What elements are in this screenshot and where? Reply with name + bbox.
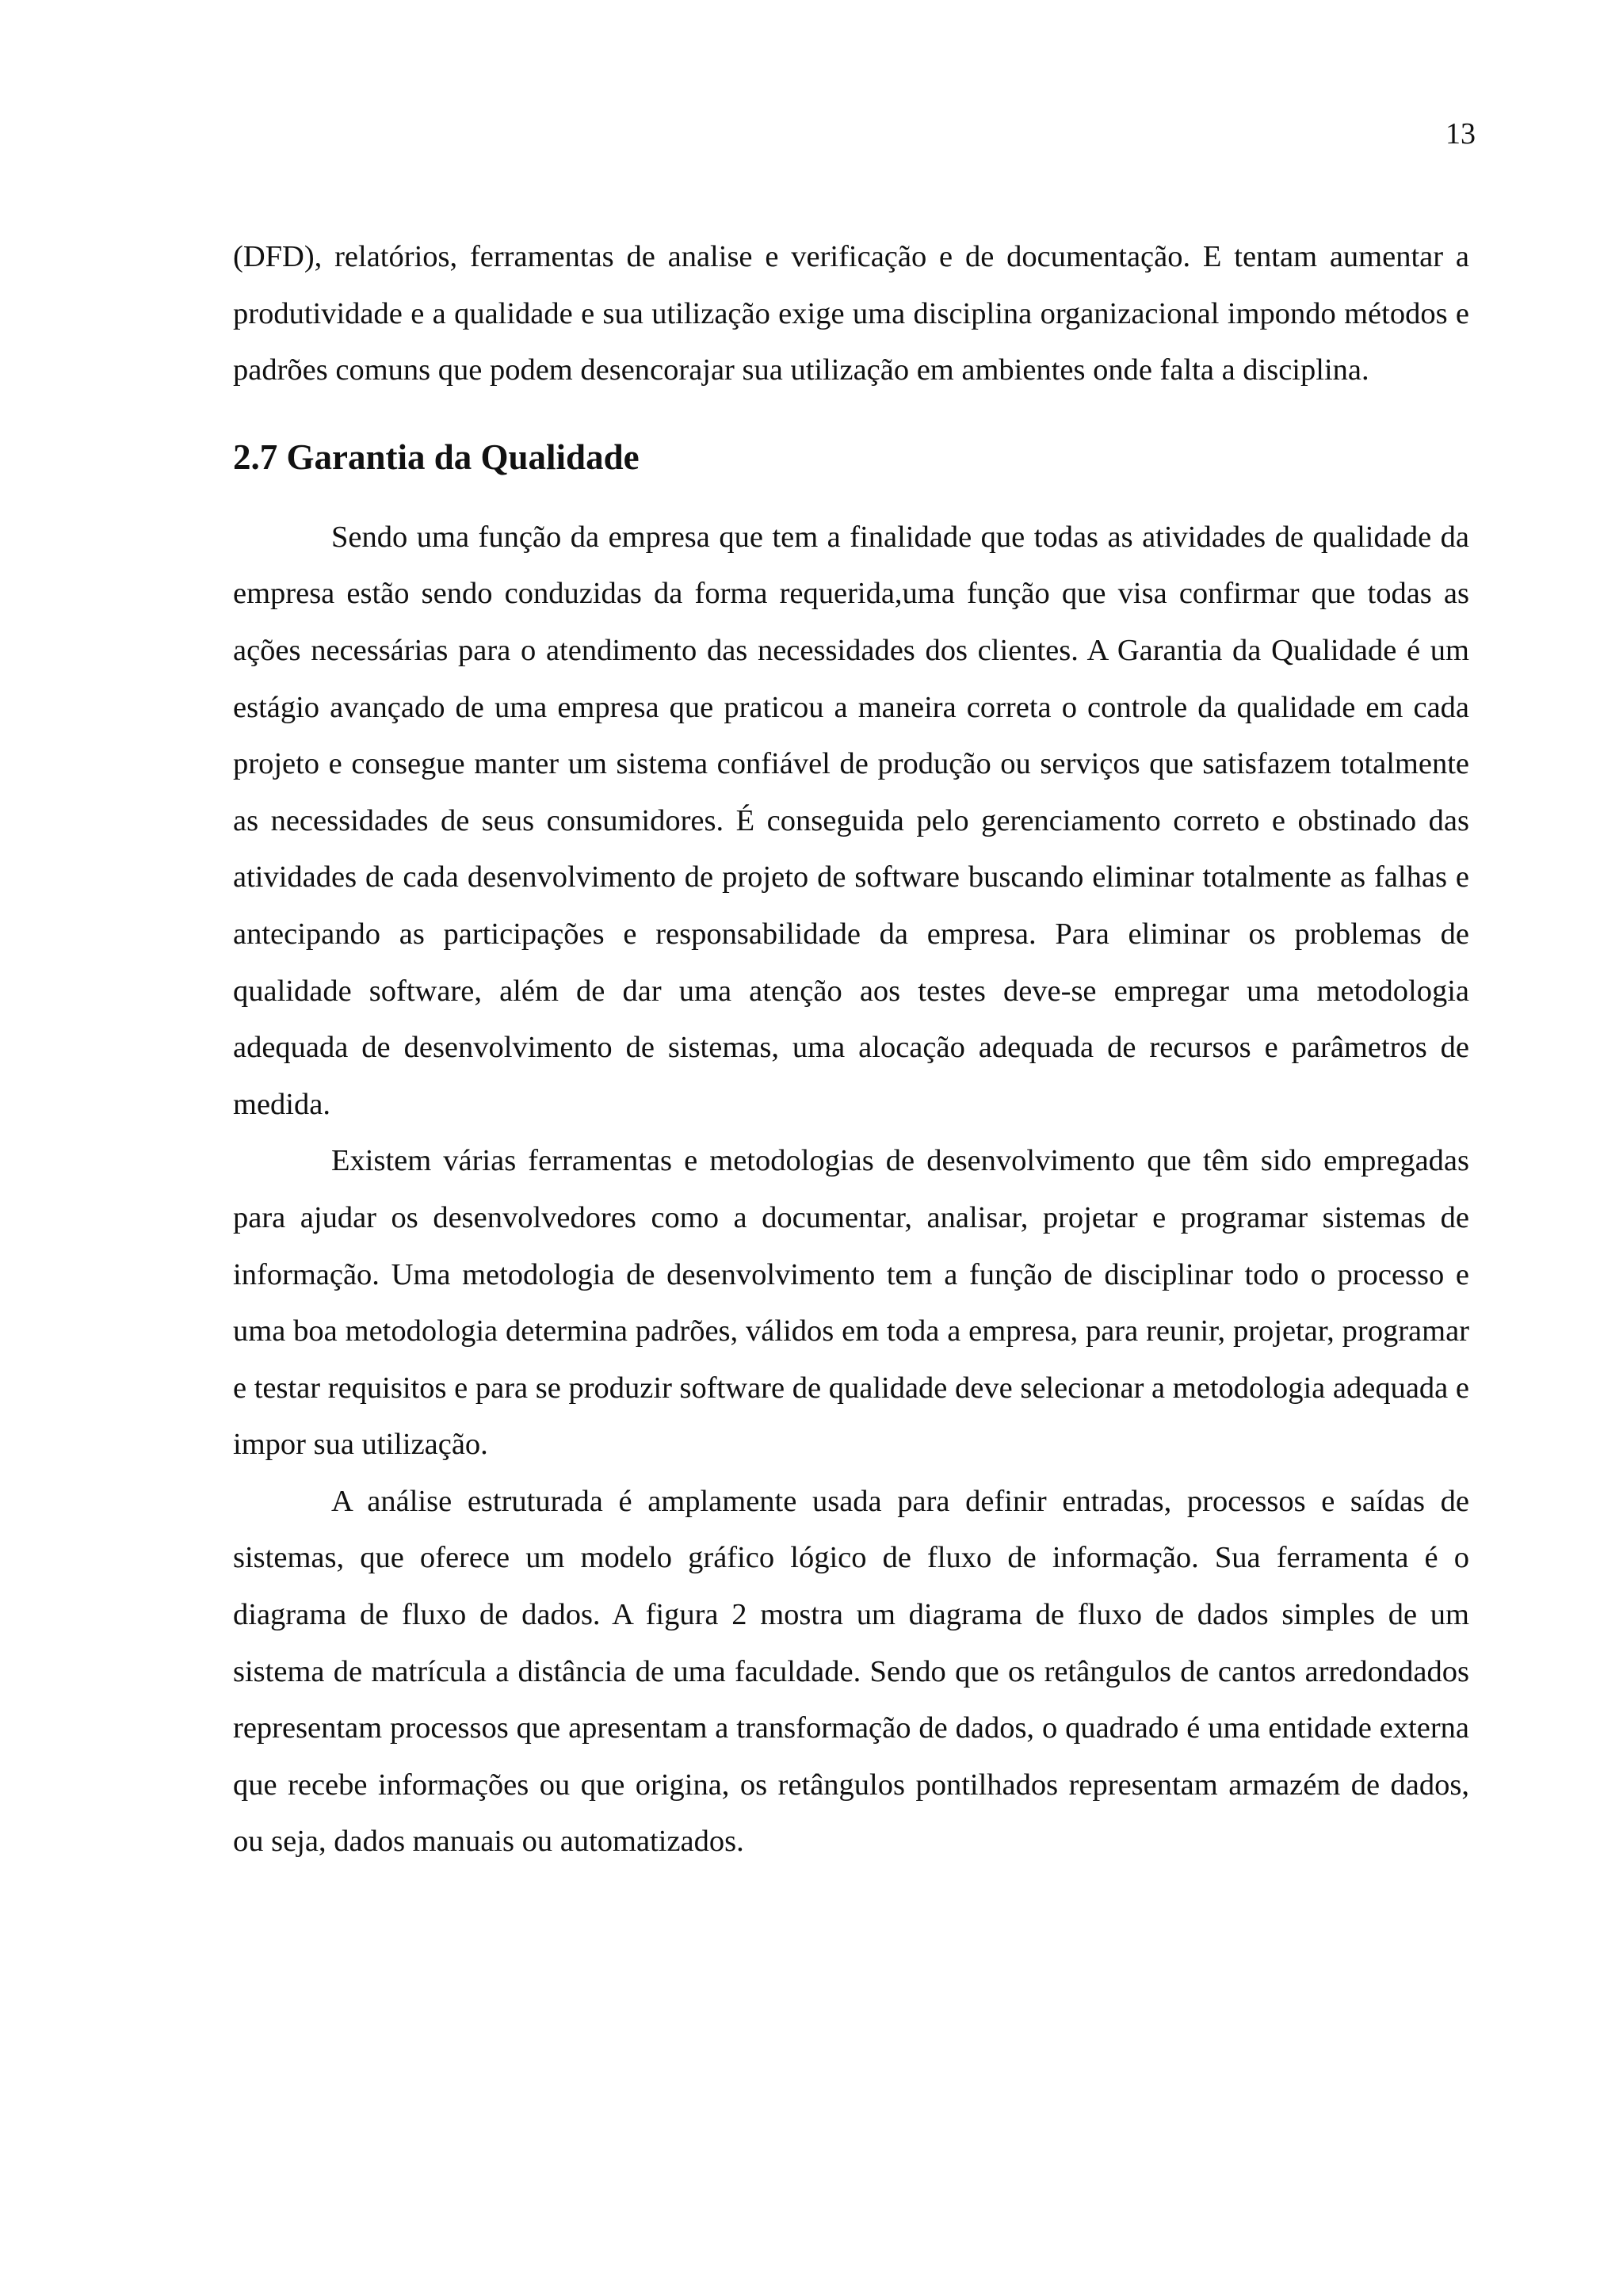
paragraph-structured-analysis: A análise estruturada é amplamente usada para definir entradas, processos e saídas de sistemas, que oferece um modelo gráfico lógico de fluxo de informação. Sua ferramenta é o diagrama de fluxo de dados. A figura 2 mostra um diagrama de fluxo de dados simples de um sistema de matrícula a distância de uma faculdade. Sendo que os retângulos de cantos arredondados representam processos que apresentam a transformação de dados, o quadrado é uma entidade externa que recebe informações ou que origina, os retângulos pontilhados representam armazém de dados, ou seja, dados manuais ou automatizados. <box>233 1484 1469 1859</box>
intro-paragraph: (DFD), relatórios, ferramentas de analise e verificação e de documentação. E tentam aumentar a produtividade e a qualidade e sua utilização exige uma disciplina organizacional impondo métodos e padrões comuns que podem desencorajar sua utilização em ambientes onde falta a disciplina. <box>233 240 1469 387</box>
page-body <box>233 229 1469 1871</box>
page-number: 13 <box>1445 117 1476 151</box>
paragraph-quality-assurance: Sendo uma função da empresa que tem a finalidade que todas as atividades de qualidade da empresa estão sendo conduzidas da forma requerida,uma função que visa confirmar que todas as ações necessárias para o atendimento das necessidades dos clientes. A Garantia da Qualidade é um estágio avançado de uma empresa que praticou a maneira correta o controle da qualidade em cada projeto e consegue manter um sistema confiável de produção ou serviços que satisfazem totalmente as necessidades de seus consumidores. É conseguida pelo gerenciamento correto e obstinado das atividades de cada desenvolvimento de projeto de software buscando eliminar totalmente as falhas e antecipando as participações e responsabilidade da empresa. Para eliminar os problemas de qualidade software, além de dar uma atenção aos testes deve-se empregar uma metodologia adequada de desenvolvimento de sistemas, uma alocação adequada de recursos e parâmetros de medida. <box>233 520 1469 1121</box>
section-heading: 2.7 Garantia da Qualidade <box>233 437 640 477</box>
paragraph-development-methodologies: Existem várias ferramentas e metodologias de desenvolvimento que têm sido empregadas para ajudar os desenvolvedores como a documentar, analisar, projetar e programar sistemas de informação. Uma metodologia de desenvolvimento tem a função de disciplinar todo o processo e uma boa metodologia determina padrões, válidos em toda a empresa, para reunir, projetar, programar e testar requisitos e para se produzir software de qualidade deve selecionar a metodologia adequada e impor sua utilização. <box>233 1144 1469 1462</box>
